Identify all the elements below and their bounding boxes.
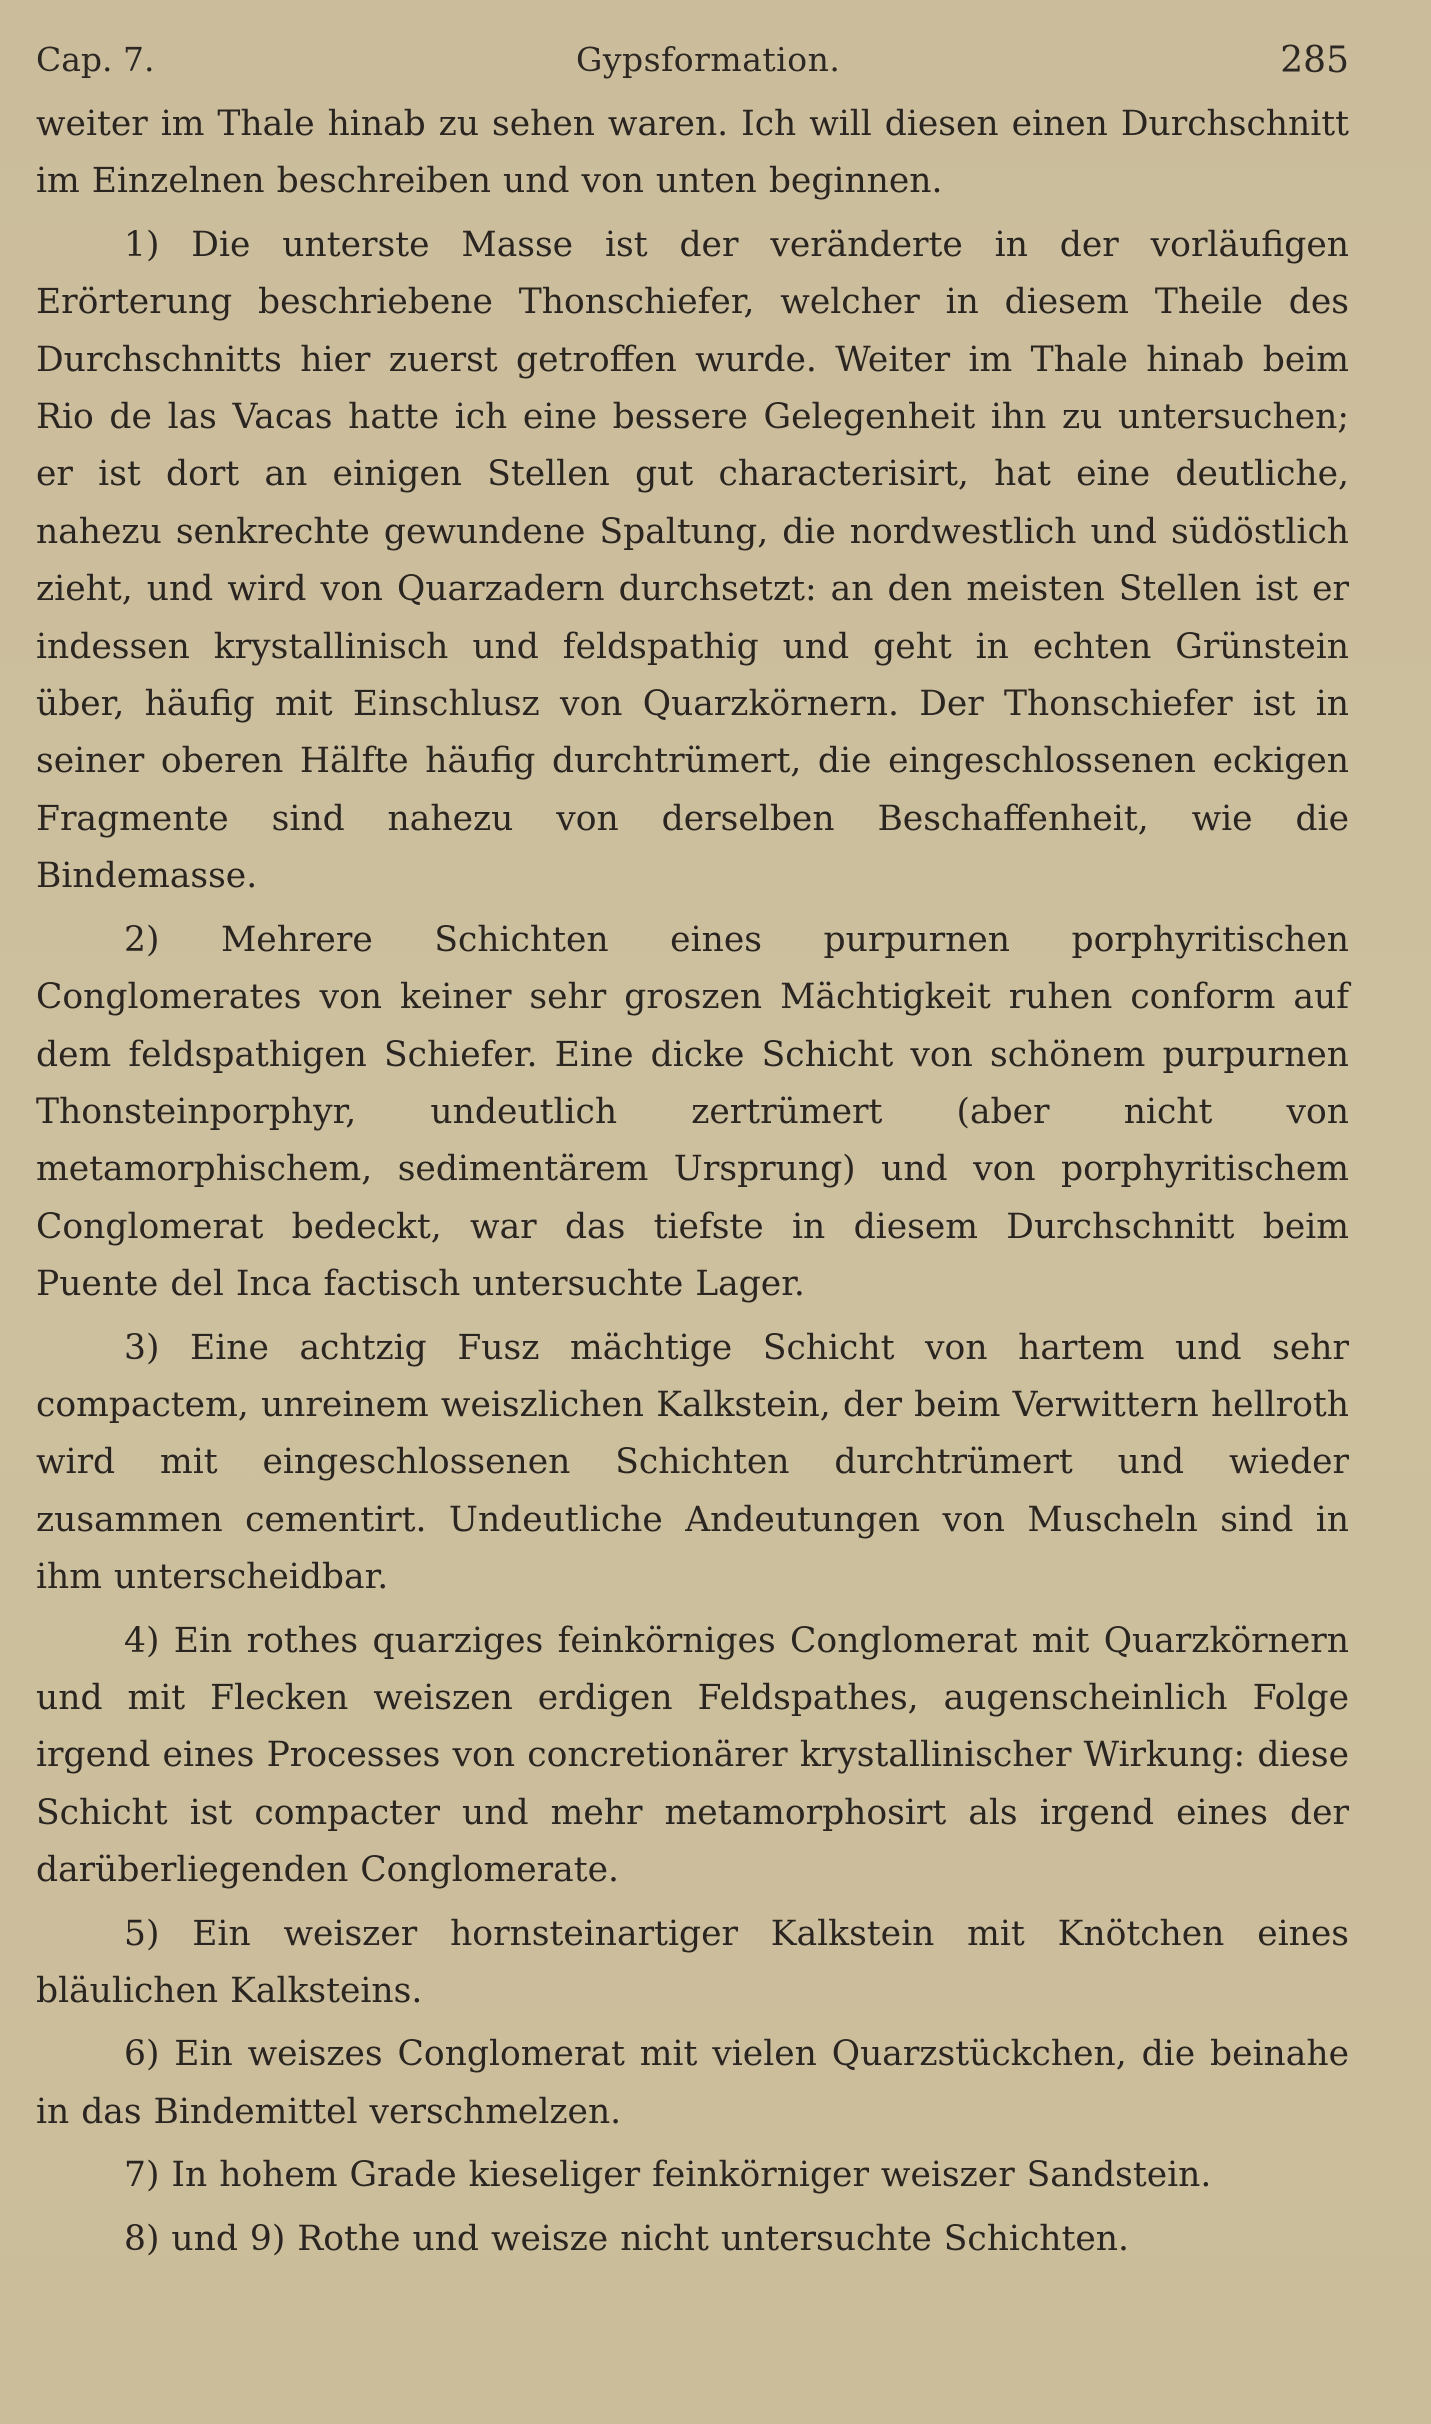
paragraph-item-2: 2) Mehrere Schichten eines purpurnen porphyritischen Conglomerates von keiner sehr groszen Mächtigkeit ruhen conform auf dem feldspathigen Schiefer. Eine dicke Schicht von schönem purpurnen Thonsteinporphyr, undeutlich zertrümert (aber nicht von metamorphischem, sedimentärem Ursprung) und von porphyritischem Conglomerat bedeckt, war das tiefste in diesem Durchschnitt beim Puente del Inca factisch untersuchte Lager. [36, 919, 1349, 1305]
paragraph-item-1: 1) Die unterste Masse ist der veränderte in der vorläufigen Erörterung beschriebene Thonschiefer, welcher in diesem Theile des Durchschnitts hier zuerst getroffen wurde. Weiter im Thale hinab beim Rio de las Vacas hatte ich eine bessere Gelegenheit ihn zu untersuchen; er ist dort an einigen Stellen gut characterisirt, hat eine deutliche, nahezu senkrechte gewundene Spaltung, die nordwestlich und südöstlich zieht, und wird von Quarzadern durchsetzt: an den meisten Stellen ist er indessen krystallinisch und feldspathig und geht in echten Grünstein über, häufig mit Einschlusz von Quarzkörnern. Der Thonschiefer ist in seiner oberen Hälfte häufig durchtrümert, die eingeschlossenen eckigen Fragmente sind nahezu von derselben Beschaffenheit, wie die Bindemasse. [36, 224, 1349, 897]
section-title: Gypsformation. [576, 40, 841, 79]
running-head [36, 40, 1349, 96]
paragraph-item-7: 7) In hohem Grade kieseliger feinkörniger weiszer Sandstein. [124, 2155, 1212, 2196]
paragraph-item-8-9: 8) und 9) Rothe und weisze nicht untersuchte Schichten. [124, 2218, 1129, 2259]
body-text [36, 96, 1349, 2268]
paragraph-item-5: 5) Ein weiszer hornsteinartiger Kalkstein mit Knötchen eines bläulichen Kalksteins. [36, 1913, 1349, 2011]
paragraph-item-4: 4) Ein rothes quarziges feinkörniges Conglomerat mit Quarzkörnern und mit Flecken weiszen erdigen Feldspathes, augenscheinlich Folge irgend eines Processes von concretionärer krystallinischer Wirkung: diese Schicht ist compacter und mehr metamorphosirt als irgend eines der darüberliegenden Conglomerate. [36, 1620, 1349, 1891]
paragraph-continuation: weiter im Thale hinab zu sehen waren. Ich will diesen einen Durchschnitt im Einzelnen beschreiben und von unten beginnen. [36, 104, 1349, 202]
paragraph-item-6: 6) Ein weiszes Conglomerat mit vielen Quarzstückchen, die beinahe in das Bindemittel verschmelzen. [36, 2034, 1349, 2132]
page-number: 285 [1280, 40, 1349, 81]
chapter-label: Cap. 7. [36, 40, 155, 79]
paragraph-item-3: 3) Eine achtzig Fusz mächtige Schicht von hartem und sehr compactem, unreinem weiszlichen Kalkstein, der beim Verwittern hellroth wird mit eingeschlossenen Schichten durchtrümert und wieder zusammen cementirt. Undeutliche Andeutungen von Muscheln sind in ihm unterscheidbar. [36, 1327, 1349, 1598]
